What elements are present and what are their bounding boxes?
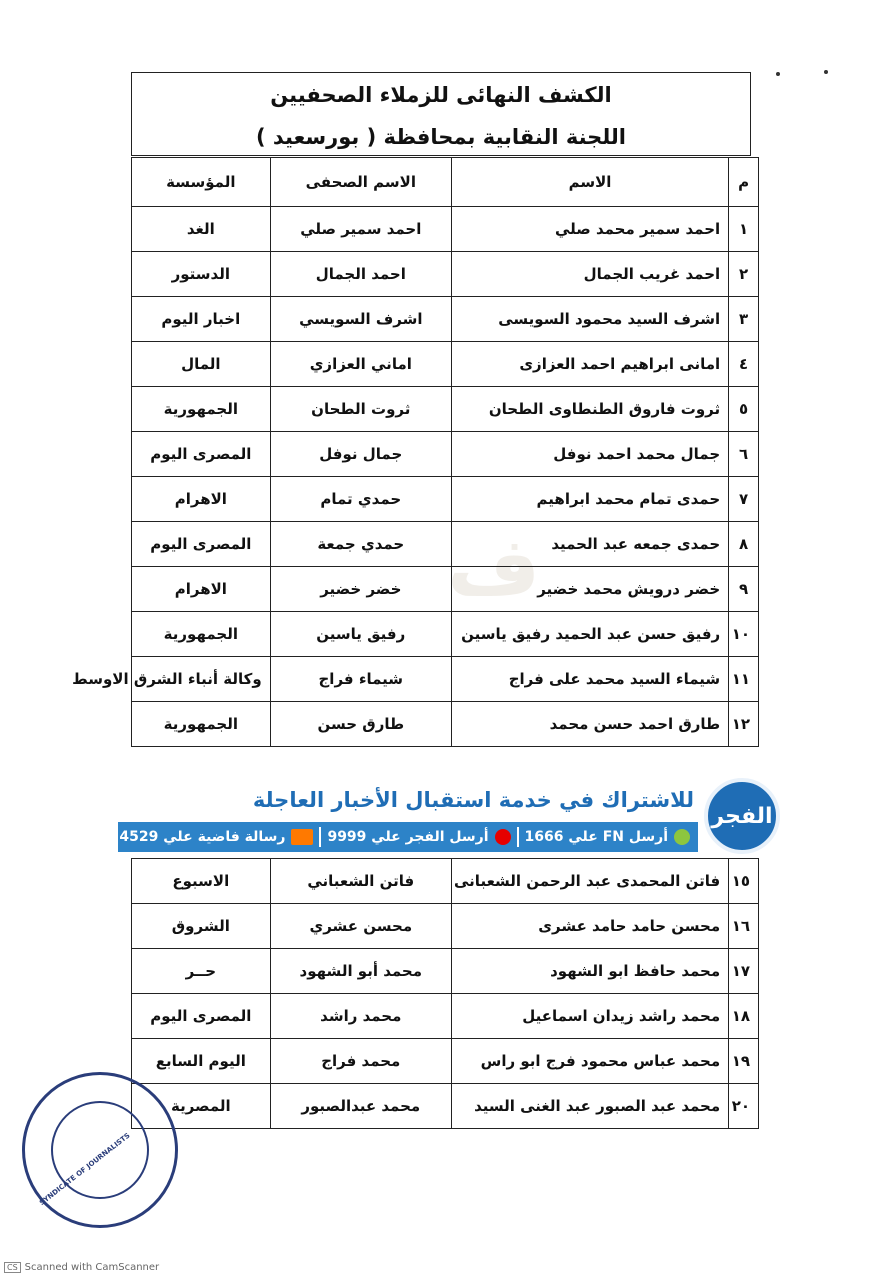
orange-icon bbox=[291, 829, 313, 845]
row-number: ١ bbox=[729, 207, 759, 252]
row-number: ٢٠ bbox=[729, 1084, 759, 1129]
row-number: ٩ bbox=[729, 567, 759, 612]
row-number: ٣ bbox=[729, 297, 759, 342]
table-row bbox=[132, 994, 759, 1039]
orange-text: رسالة فاضية علي 4529 bbox=[119, 829, 286, 845]
row-number: ٢ bbox=[729, 252, 759, 297]
row-org: الجمهورية bbox=[132, 612, 271, 657]
row-press-name: اشرف السويسي bbox=[270, 297, 451, 342]
row-name: ثروت فاروق الطنطاوى الطحان bbox=[451, 387, 728, 432]
banner-headline: للاشتراك في خدمة استقبال الأخبار العاجلة bbox=[252, 788, 694, 812]
row-number: ١٦ bbox=[729, 904, 759, 949]
camscanner-footer bbox=[4, 1262, 159, 1273]
row-name: احمد سمير محمد صلي bbox=[451, 207, 728, 252]
row-press-name: محمد راشد bbox=[270, 994, 451, 1039]
etisalat-text: أرسل FN علي 1666 bbox=[524, 829, 668, 845]
row-org: اخبار اليوم bbox=[132, 297, 271, 342]
row-name: محسن حامد حامد عشرى bbox=[451, 904, 728, 949]
row-name: حمدى تمام محمد ابراهيم bbox=[451, 477, 728, 522]
row-name: رفيق حسن عبد الحميد رفيق ياسين bbox=[451, 612, 728, 657]
header-no: م bbox=[729, 158, 759, 207]
row-name: فاتن المحمدى عبد الرحمن الشعبانى bbox=[451, 859, 728, 904]
document-subtitle: اللجنة النقابية بمحافظة ( بورسعيد ) bbox=[256, 125, 626, 149]
row-org: المال bbox=[132, 342, 271, 387]
header-name: الاسم bbox=[451, 158, 728, 207]
table-row bbox=[132, 949, 759, 994]
table-row bbox=[132, 612, 759, 657]
camscanner-icon: CS bbox=[4, 1262, 21, 1273]
row-name: امانى ابراهيم احمد العزازى bbox=[451, 342, 728, 387]
row-number: ١٠ bbox=[729, 612, 759, 657]
row-name: محمد عباس محمود فرج ابو راس bbox=[451, 1039, 728, 1084]
news-subscription-banner[interactable] bbox=[118, 768, 780, 868]
row-press-name: اماني العزازي bbox=[270, 342, 451, 387]
etisalat-icon bbox=[674, 829, 690, 845]
row-number: ١٧ bbox=[729, 949, 759, 994]
row-number: ١٥ bbox=[729, 859, 759, 904]
row-name: جمال محمد احمد نوفل bbox=[451, 432, 728, 477]
strip-divider bbox=[319, 827, 321, 847]
header-org: المؤسسة bbox=[132, 158, 271, 207]
header-press-name: الاسم الصحفى bbox=[270, 158, 451, 207]
document-title: الكشف النهائى للزملاء الصحفيين bbox=[270, 83, 612, 107]
camscanner-text: Scanned with CamScanner bbox=[24, 1262, 160, 1273]
row-number: ١٩ bbox=[729, 1039, 759, 1084]
row-press-name: رفيق ياسين bbox=[270, 612, 451, 657]
row-org: وكالة أنباء الشرق الاوسط bbox=[132, 657, 271, 702]
row-number: ١٨ bbox=[729, 994, 759, 1039]
row-org: المصرية bbox=[132, 1084, 271, 1129]
row-press-name: محسن عشري bbox=[270, 904, 451, 949]
row-number: ٤ bbox=[729, 342, 759, 387]
table-row bbox=[132, 1039, 759, 1084]
vodafone-text: أرسل الفجر علي 9999 bbox=[327, 829, 489, 845]
table-row bbox=[132, 252, 759, 297]
table-row bbox=[132, 342, 759, 387]
row-press-name: فاتن الشعباني bbox=[270, 859, 451, 904]
watermark-logo: ف bbox=[447, 520, 540, 613]
row-press-name: طارق حسن bbox=[270, 702, 451, 747]
row-press-name: شيماء فراج bbox=[270, 657, 451, 702]
row-org: المصرى اليوم bbox=[132, 994, 271, 1039]
row-org: الاهرام bbox=[132, 477, 271, 522]
row-name: خضر درويش محمد خضير bbox=[451, 567, 728, 612]
table-row bbox=[132, 432, 759, 477]
row-name: حمدى جمعه عبد الحميد bbox=[451, 522, 728, 567]
elfagr-logo[interactable] bbox=[704, 778, 780, 854]
row-name: محمد راشد زيدان اسماعيل bbox=[451, 994, 728, 1039]
row-name: طارق احمد حسن محمد bbox=[451, 702, 728, 747]
row-press-name: ثروت الطحان bbox=[270, 387, 451, 432]
row-org: المصرى اليوم bbox=[132, 522, 271, 567]
vodafone-icon bbox=[495, 829, 511, 845]
table-row bbox=[132, 297, 759, 342]
row-press-name: محمد فراج bbox=[270, 1039, 451, 1084]
table-row bbox=[132, 522, 759, 567]
row-number: ٧ bbox=[729, 477, 759, 522]
table-row bbox=[132, 702, 759, 747]
strip-divider bbox=[517, 827, 519, 847]
table-header-row bbox=[132, 158, 759, 207]
row-number: ١٢ bbox=[729, 702, 759, 747]
table-row bbox=[132, 1084, 759, 1129]
row-press-name: محمد عبدالصبور bbox=[270, 1084, 451, 1129]
table-row bbox=[132, 387, 759, 432]
row-name: محمد عبد الصبور عبد الغنى السيد bbox=[451, 1084, 728, 1129]
row-org: الجمهورية bbox=[132, 702, 271, 747]
row-org: اليوم السابع bbox=[132, 1039, 271, 1084]
row-number: ٦ bbox=[729, 432, 759, 477]
speck bbox=[824, 70, 828, 74]
row-name: احمد غريب الجمال bbox=[451, 252, 728, 297]
row-press-name: محمد أبو الشهود bbox=[270, 949, 451, 994]
table-row bbox=[132, 657, 759, 702]
row-name: محمد حافظ ابو الشهود bbox=[451, 949, 728, 994]
row-number: ١١ bbox=[729, 657, 759, 702]
roster-table bbox=[72, 157, 759, 747]
title-box bbox=[131, 72, 751, 156]
row-org: الاهرام bbox=[132, 567, 271, 612]
row-press-name: احمد الجمال bbox=[270, 252, 451, 297]
row-number: ٨ bbox=[729, 522, 759, 567]
row-org: المصرى اليوم bbox=[132, 432, 271, 477]
row-name: اشرف السيد محمود السويسى bbox=[451, 297, 728, 342]
row-org: الجمهورية bbox=[132, 387, 271, 432]
roster-table-continued bbox=[131, 858, 759, 1129]
row-org: الغد bbox=[132, 207, 271, 252]
row-number: ٥ bbox=[729, 387, 759, 432]
table-row bbox=[132, 207, 759, 252]
row-press-name: حمدي جمعة bbox=[270, 522, 451, 567]
table-row bbox=[132, 477, 759, 522]
syndicate-stamp bbox=[22, 1072, 178, 1228]
table-row bbox=[132, 904, 759, 949]
row-press-name: احمد سمير صلي bbox=[270, 207, 451, 252]
banner-operator-strip bbox=[118, 822, 698, 852]
row-org: الاسبوع bbox=[132, 859, 271, 904]
stamp-text: SYNDICATE OF JOURNALISTS bbox=[38, 1131, 132, 1207]
table-row bbox=[132, 567, 759, 612]
speck bbox=[776, 72, 780, 76]
row-name: شيماء السيد محمد على فراج bbox=[451, 657, 728, 702]
row-org: الشروق bbox=[132, 904, 271, 949]
row-org: حــر bbox=[132, 949, 271, 994]
row-press-name: خضر خضير bbox=[270, 567, 451, 612]
logo-text: الفجر bbox=[711, 803, 773, 829]
row-org: الدستور bbox=[132, 252, 271, 297]
row-press-name: حمدي تمام bbox=[270, 477, 451, 522]
row-press-name: جمال نوفل bbox=[270, 432, 451, 477]
